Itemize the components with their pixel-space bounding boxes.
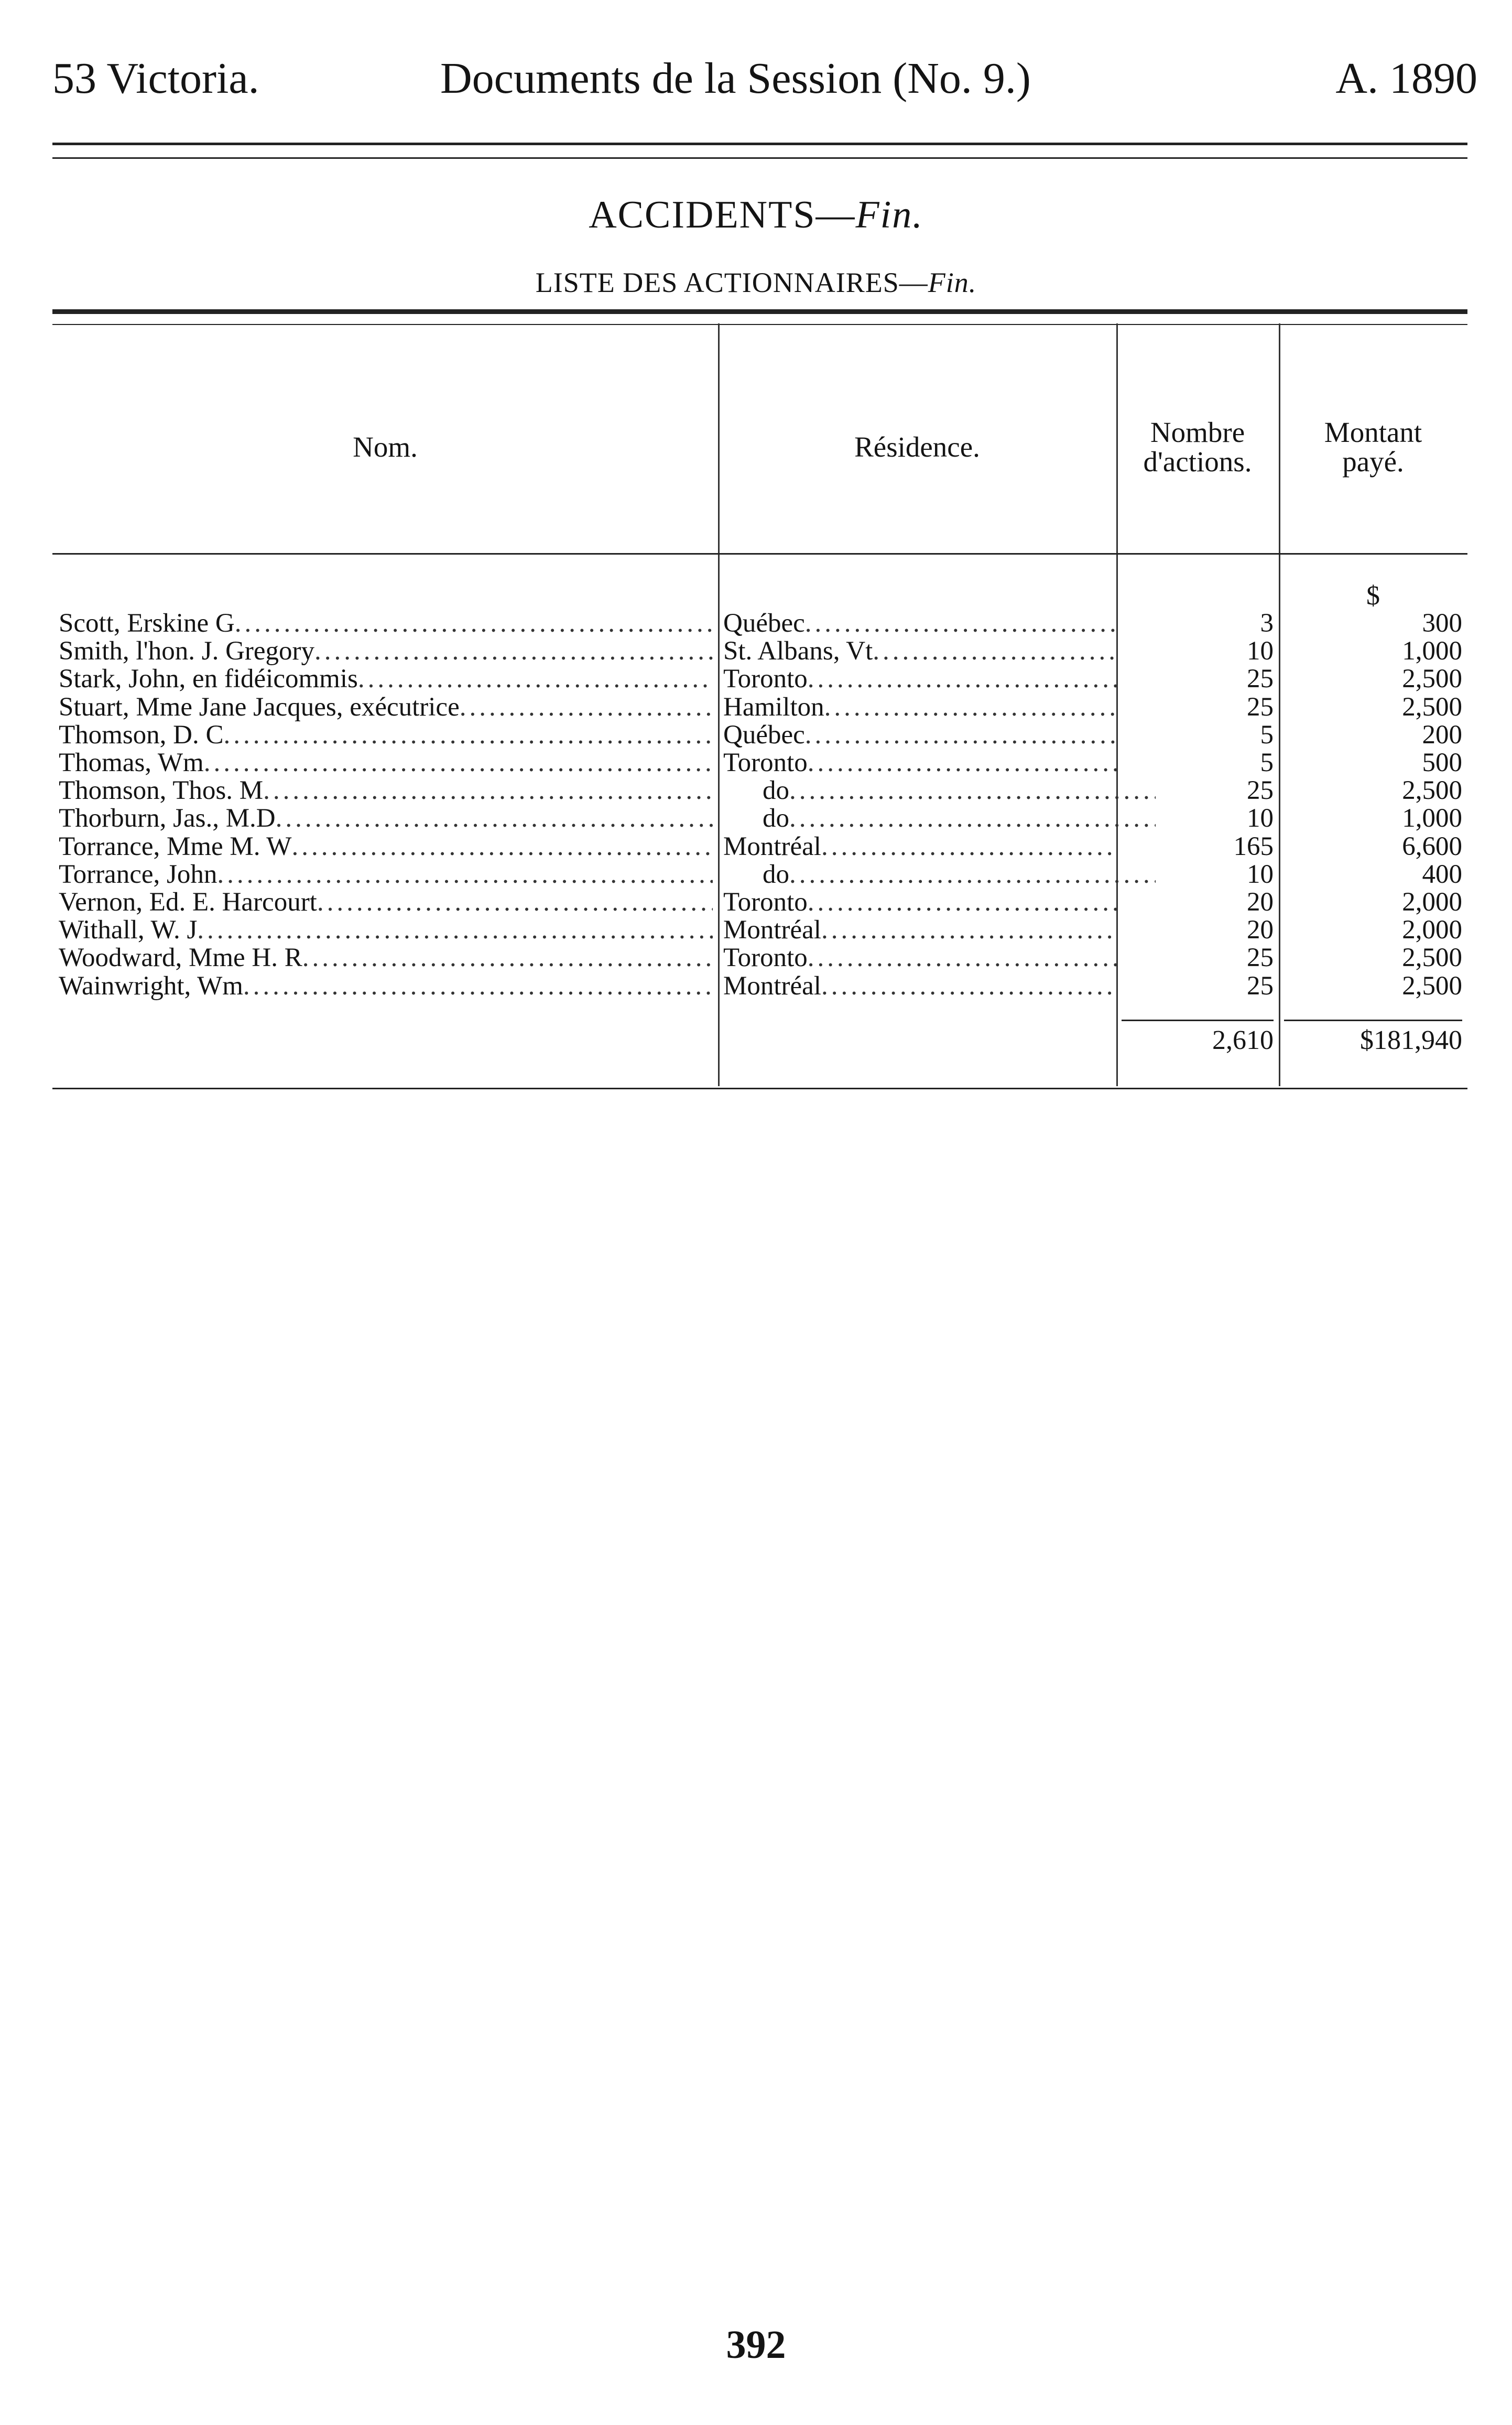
running-head-right: A. 1890 <box>1335 54 1477 103</box>
dot-leader <box>808 889 1116 916</box>
cell-name-text: Torrance, Mme M. W <box>59 832 292 861</box>
dot-leader <box>243 972 713 1000</box>
cell-shares: 25 <box>1247 665 1274 694</box>
cell-name <box>59 694 713 721</box>
dot-leader <box>821 833 1116 861</box>
cell-residence <box>723 944 1116 972</box>
dot-leader <box>789 805 1156 832</box>
table-row <box>52 610 1467 637</box>
cell-residence-text: Toronto <box>723 944 808 972</box>
dot-leader <box>805 610 1116 637</box>
cell-residence <box>723 637 1116 665</box>
cell-shares: 25 <box>1247 972 1274 1000</box>
table-row <box>52 861 1467 889</box>
header-shares: Nombre d'actions. <box>1143 416 1252 478</box>
table-row <box>52 637 1467 665</box>
header-residence: Résidence. <box>854 431 980 463</box>
cell-shares: 10 <box>1247 860 1274 889</box>
table-row <box>52 694 1467 721</box>
dot-leader <box>789 777 1156 805</box>
dot-leader <box>821 916 1116 944</box>
table-row <box>52 833 1467 861</box>
section-subtitle-text: LISTE DES ACTIONNAIRES— <box>535 267 928 298</box>
header-bottom-rule <box>52 553 1467 555</box>
cell-residence <box>723 665 1116 693</box>
cell-amount: 300 <box>1422 610 1462 637</box>
dot-leader <box>302 944 713 972</box>
cell-name <box>59 833 713 861</box>
cell-residence <box>723 749 1116 777</box>
cell-residence-text: St. Albans, Vt <box>723 637 873 666</box>
cell-amount: 2,000 <box>1402 889 1462 916</box>
cell-shares: 25 <box>1247 777 1274 805</box>
cell-residence-text: Montréal <box>723 832 821 861</box>
cell-amount: 2,500 <box>1402 777 1462 805</box>
currency-symbol: $ <box>1366 581 1380 611</box>
cell-name-text: Thomson, Thos. M <box>59 777 264 805</box>
cell-amount: 1,000 <box>1402 637 1462 666</box>
title-rule-thick <box>52 309 1467 314</box>
dot-leader <box>808 944 1116 972</box>
title-rule-thin <box>52 324 1467 325</box>
cell-name-text: Thomas, Wm <box>59 749 204 777</box>
cell-residence <box>723 972 1116 1000</box>
section-title-text: ACCIDENTS— <box>589 193 856 236</box>
cell-residence <box>723 916 1116 944</box>
table-row <box>52 665 1467 693</box>
dot-leader <box>263 777 713 805</box>
cell-residence <box>723 777 1156 805</box>
total-amount: $181,940 <box>1360 1025 1462 1055</box>
cell-name <box>59 610 713 637</box>
cell-residence-text: Montréal <box>723 972 821 1000</box>
dot-leader <box>314 637 713 665</box>
cell-shares: 20 <box>1247 916 1274 945</box>
dot-leader <box>276 805 713 832</box>
dot-leader <box>217 861 713 889</box>
dot-leader <box>808 749 1116 777</box>
cell-residence <box>723 861 1156 889</box>
cell-name-text: Withall, W. J <box>59 916 198 945</box>
cell-name <box>59 749 713 777</box>
section-title <box>0 193 1512 237</box>
dot-leader <box>789 861 1156 889</box>
cell-residence <box>723 833 1116 861</box>
cell-amount: 2,500 <box>1402 972 1462 1000</box>
totals-rule-shares <box>1122 1020 1274 1021</box>
cell-residence-text: Toronto <box>723 665 808 694</box>
cell-amount: 2,500 <box>1402 693 1462 721</box>
cell-amount: 2,000 <box>1402 916 1462 945</box>
totals-rule-amount <box>1284 1020 1462 1021</box>
cell-name <box>59 637 713 665</box>
cell-residence <box>723 610 1116 637</box>
table-row <box>52 972 1467 1000</box>
table-row <box>52 721 1467 749</box>
cell-name <box>59 805 713 832</box>
cell-amount: 2,500 <box>1402 665 1462 694</box>
dot-leader <box>204 749 713 777</box>
section-subtitle <box>0 266 1512 299</box>
dot-leader <box>235 610 713 637</box>
section-subtitle-italic: Fin. <box>928 267 977 298</box>
cell-shares: 20 <box>1247 889 1274 916</box>
dot-leader <box>805 721 1116 749</box>
cell-residence-text: Toronto <box>723 749 808 777</box>
header-amount: Montant payé. <box>1324 416 1422 478</box>
cell-name <box>59 861 713 889</box>
running-head-center: Documents de la Session (No. 9.) <box>440 54 1031 103</box>
dot-leader <box>197 916 713 944</box>
cell-name-text: Thomson, D. C <box>59 721 224 749</box>
cell-amount: 1,000 <box>1402 805 1462 833</box>
cell-name <box>59 665 713 693</box>
cell-residence-text: do <box>763 777 789 805</box>
cell-residence-text: Toronto <box>723 889 808 916</box>
cell-shares: 5 <box>1260 749 1274 777</box>
cell-residence <box>723 805 1156 832</box>
cell-name-text: Smith, l'hon. J. Gregory <box>59 637 315 666</box>
cell-name <box>59 916 713 944</box>
cell-residence <box>723 721 1116 749</box>
cell-name <box>59 889 713 916</box>
dot-leader <box>808 665 1116 693</box>
dot-leader <box>358 665 713 693</box>
total-shares: 2,610 <box>1212 1025 1274 1055</box>
cell-amount: 500 <box>1422 749 1462 777</box>
cell-shares: 3 <box>1260 610 1274 637</box>
dot-leader <box>873 637 1116 665</box>
table-row <box>52 916 1467 944</box>
cell-residence <box>723 889 1116 916</box>
cell-residence <box>723 694 1116 721</box>
cell-residence-text: do <box>763 860 789 889</box>
cell-residence-text: do <box>763 805 789 833</box>
cell-residence-text: Québec <box>723 721 805 749</box>
table-bottom-rule <box>52 1088 1467 1089</box>
cell-name <box>59 721 713 749</box>
cell-residence-text: Hamilton <box>723 693 824 721</box>
cell-amount: 200 <box>1422 721 1462 749</box>
cell-shares: 25 <box>1247 693 1274 721</box>
cell-name <box>59 972 713 1000</box>
table-row <box>52 805 1467 832</box>
dot-leader <box>821 972 1116 1000</box>
table-row <box>52 889 1467 916</box>
header-name: Nom. <box>353 431 418 463</box>
cell-name-text: Wainwright, Wm <box>59 972 243 1000</box>
cell-name-text: Scott, Erskine G <box>59 610 235 637</box>
cell-amount: 6,600 <box>1402 832 1462 861</box>
head-rule-top <box>52 143 1467 145</box>
cell-name <box>59 944 713 972</box>
dot-leader <box>460 694 713 721</box>
cell-name-text: Woodward, Mme H. R <box>59 944 302 972</box>
cell-name-text: Stuart, Mme Jane Jacques, exécutrice <box>59 693 460 721</box>
table-row <box>52 749 1467 777</box>
cell-name-text: Torrance, John <box>59 860 217 889</box>
dot-leader <box>224 721 713 749</box>
cell-shares: 165 <box>1233 832 1274 861</box>
cell-name-text: Stark, John, en fidéicommis <box>59 665 358 694</box>
dot-leader <box>317 889 713 916</box>
cell-residence-text: Québec <box>723 610 805 637</box>
cell-shares: 10 <box>1247 805 1274 833</box>
cell-residence-text: Montréal <box>723 916 821 945</box>
table-row <box>52 944 1467 972</box>
table-row <box>52 777 1467 805</box>
head-rule-bottom <box>52 157 1467 159</box>
cell-amount: 2,500 <box>1402 944 1462 972</box>
section-title-italic: Fin. <box>855 193 923 236</box>
dot-leader <box>291 833 713 861</box>
cell-name-text: Thorburn, Jas., M.D <box>59 805 276 833</box>
dot-leader <box>824 694 1116 721</box>
cell-shares: 10 <box>1247 637 1274 666</box>
page-number: 392 <box>726 2323 786 2367</box>
cell-name-text: Vernon, Ed. E. Harcourt <box>59 889 317 916</box>
running-head-left: 53 Victoria. <box>52 54 259 103</box>
cell-amount: 400 <box>1422 860 1462 889</box>
cell-shares: 25 <box>1247 944 1274 972</box>
cell-name <box>59 777 713 805</box>
cell-shares: 5 <box>1260 721 1274 749</box>
